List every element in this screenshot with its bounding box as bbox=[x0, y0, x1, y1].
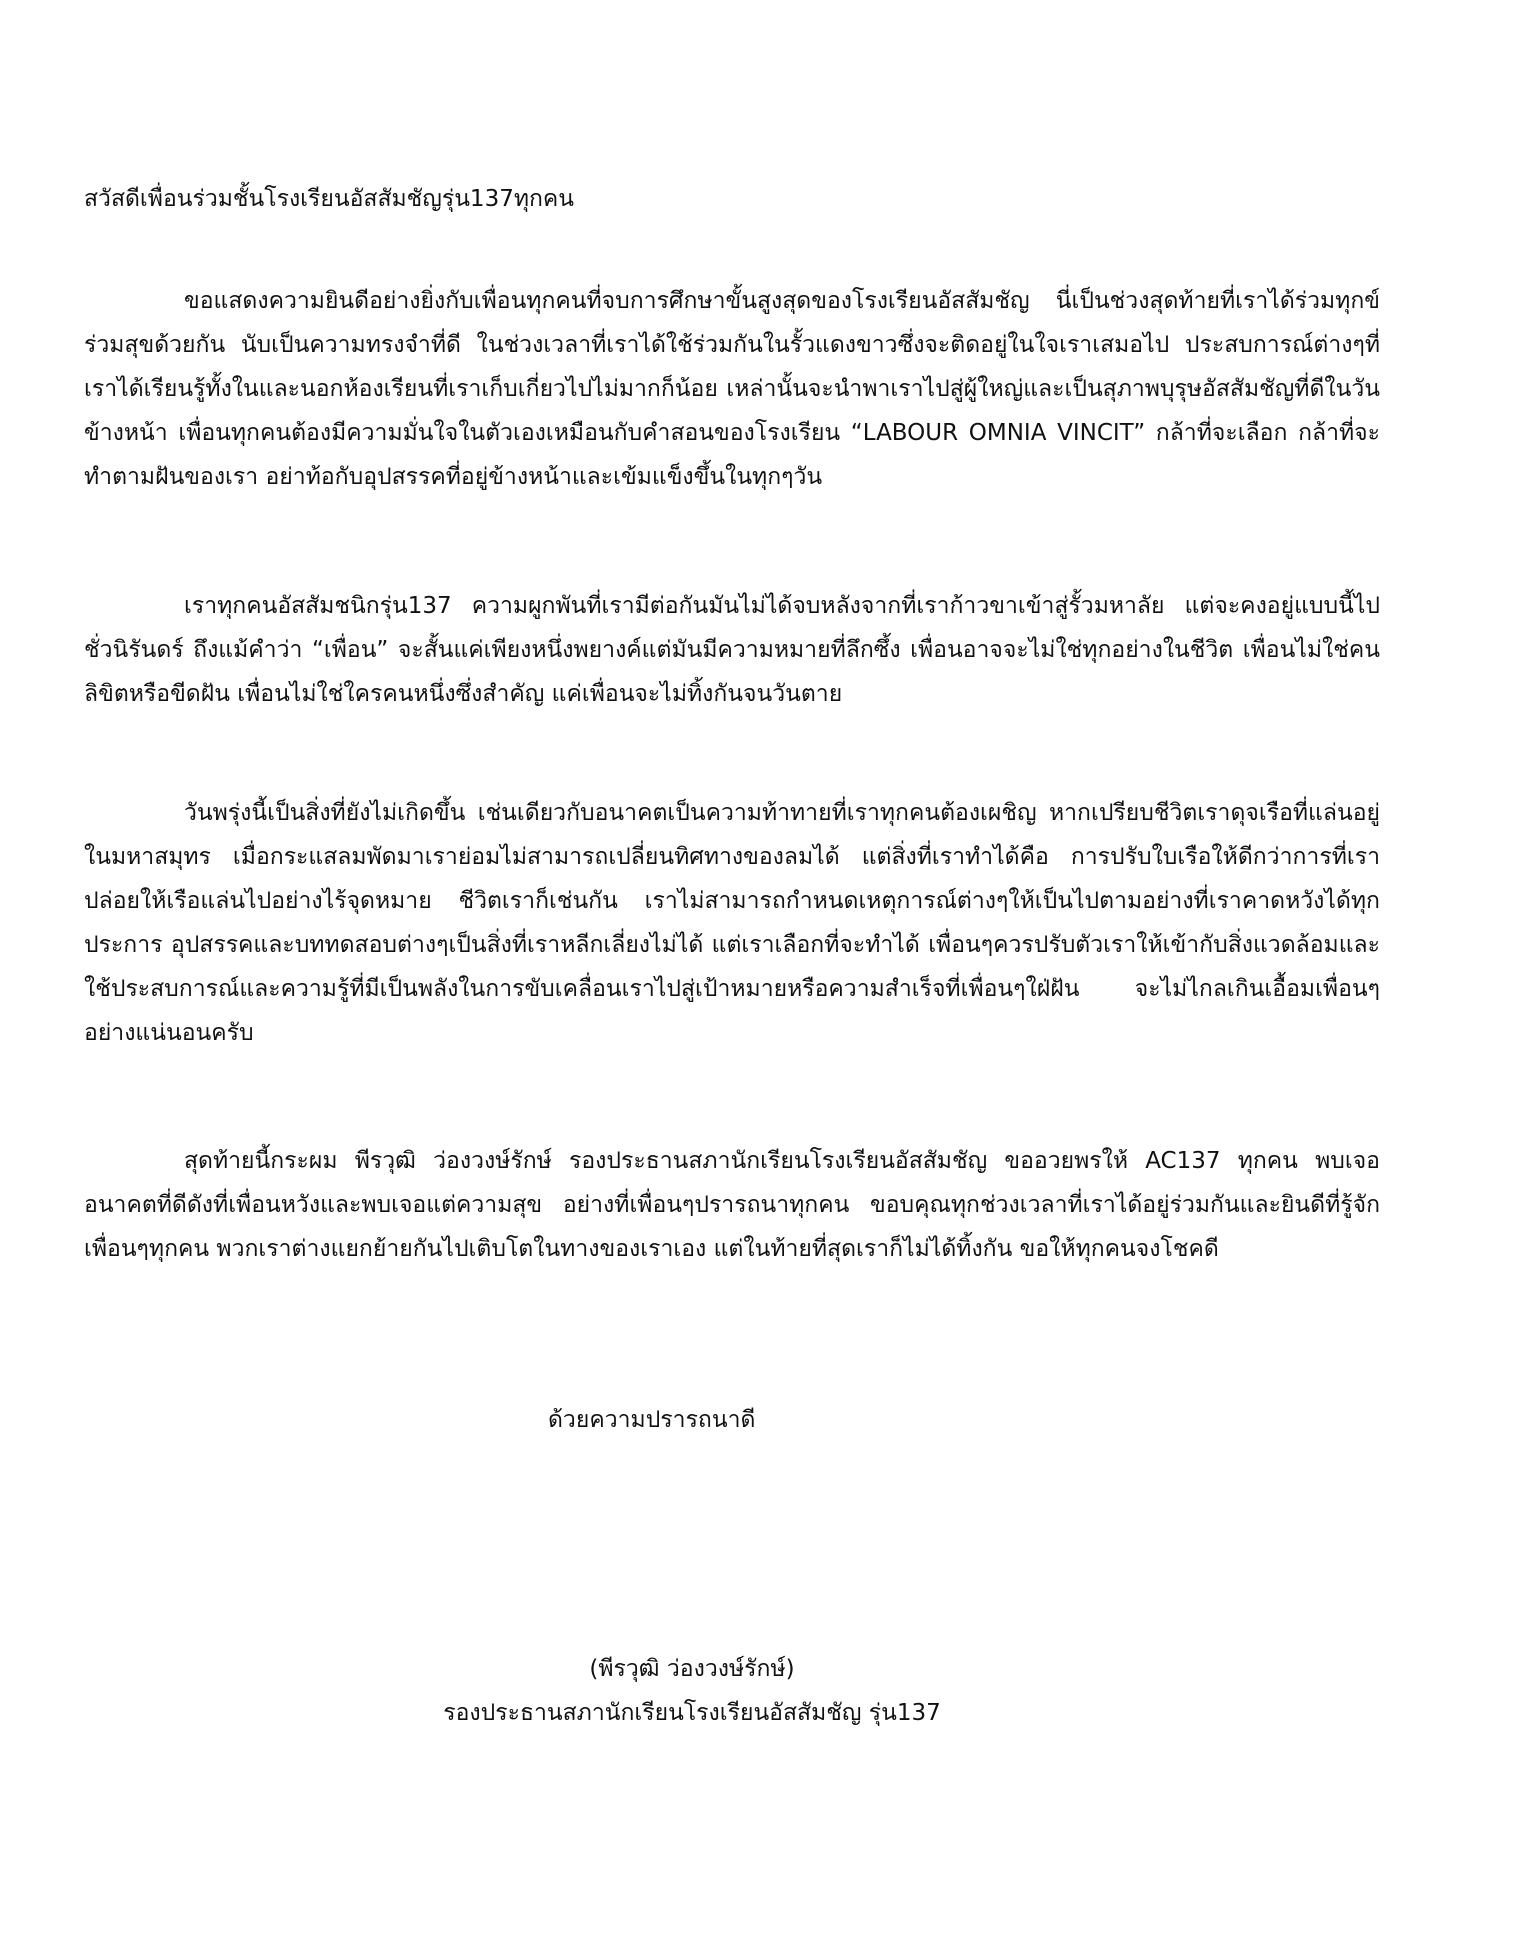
closing-line: ด้วยความปรารถนาดี bbox=[548, 1407, 756, 1433]
letter-paragraph: สุดท้ายนี้กระผม พีรวุฒิ ว่องวงษ์รักษ์ รองประธานสภานักเรียนโรงเรียนอัสสัมชัญ ขออวยพรให้ AC137 ทุกคน พบเจออนาคตที่ดีดังที่เพื่อนหวังและพบเจอแต่ความสุข อย่างที่เพื่อนๆปรารถนาทุกคน ขอบคุณทุกช่วงเวลาที่เราได้อยู่ร่วมกันและยินดีที่รู้จักเพื่อนๆทุกคน พวกเราต่างแยกย้ายกันไปเติบโตในทางของเราเอง แต่ในท้ายที่สุดเราก็ไม่ได้ทิ้งกัน ขอให้ทุกคนจงโชคดี bbox=[84, 1148, 1380, 1262]
letter-paragraph: วันพรุ่งนี้เป็นสิ่งที่ยังไม่เกิดขึ้น เช่นเดียวกับอนาคตเป็นความท้าทายที่เราทุกคนต้องเผชิญ หากเปรียบชีวิตเราดุจเรือที่แล่นอยู่ในมหาสมุทร เมื่อกระแสลมพัดมาเราย่อมไม่สามารถเปลี่ยนทิศทางของลมได้ แต่สิ่งที่เราทำได้คือ การปรับใบเรือให้ดีกว่าการที่เราปล่อยให้เรือแล่นไปอย่างไร้จุดหมาย ชีวิตเราก็เช่นกัน เราไม่สามารถกำหนดเหตุการณ์ต่างๆให้เป็นไปตามอย่างที่เราคาดหวังได้ทุกประการ อุปสรรคและบททดสอบต่างๆเป็นสิ่งที่เราหลีกเลี่ยงไม่ได้ แต่เราเลือกที่จะทำได้ เพื่อนๆควรปรับตัวเราให้เข้ากับสิ่งแวดล้อมและใช้ประสบการณ์และความรู้ที่มีเป็นพลังในการขับเคลื่อนเราไปสู่เป้าหมายหรือความสำเร็จที่เพื่อนๆใฝ่ฝัน จะไม่ไกลเกินเอื้อมเพื่อนๆอย่างแน่นอนครับ bbox=[84, 800, 1380, 1046]
signature-title: รองประธานสภานักเรียนโรงเรียนอัสสัมชัญ รุ่น137 bbox=[443, 1700, 941, 1726]
letter-paragraph: ขอแสดงความยินดีอย่างยิ่งกับเพื่อนทุกคนที่จบการศึกษาขั้นสูงสุดของโรงเรียนอัสสัมชัญ นี่เป็นช่วงสุดท้ายที่เราได้ร่วมทุกข์ร่วมสุขด้วยกัน นับเป็นความทรงจำที่ดี ในช่วงเวลาที่เราได้ใช้ร่วมกันในรั้วแดงขาวซึ่งจะติดอยู่ในใจเราเสมอไป ประสบการณ์ต่างๆที่เราได้เรียนรู้ทั้งในและนอกห้องเรียนที่เราเก็บเกี่ยวไปไม่มากก็น้อย เหล่านั้นจะนำพาเราไปสู่ผู้ใหญ่และเป็นสุภาพบุรุษอัสสัมชัญที่ดีในวันข้างหน้า เพื่อนทุกคนต้องมีความมั่นใจในตัวเองเหมือนกับคำสอนของโรงเรียน “LABOUR OMNIA VINCIT” กล้าที่จะเลือก กล้าที่จะทำตามฝันของเรา อย่าท้อกับอุปสรรคที่อยู่ข้างหน้าและเข้มแข็งขึ้นในทุกๆวัน bbox=[84, 288, 1380, 490]
signature-name: (พีรวุฒิ ว่องวงษ์รักษ์) bbox=[589, 1656, 795, 1682]
greeting-line: สวัสดีเพื่อนร่วมชั้นโรงเรียนอัสสัมชัญรุ่น137ทุกคน bbox=[84, 186, 575, 212]
letter-paragraph: เราทุกคนอัสสัมชนิกรุ่น137 ความผูกพันที่เรามีต่อกันมันไม่ได้จบหลังจากที่เราก้าวขาเข้าสู่รั้วมหาลัย แต่จะคงอยู่แบบนี้ไปชั่วนิรันดร์ ถึงแม้คำว่า “เพื่อน” จะสั้นแค่เพียงหนึ่งพยางค์แต่มันมีความหมายที่ลึกซึ้ง เพื่อนอาจจะไม่ใช่ทุกอย่างในชีวิต เพื่อนไม่ใช่คนลิขิตหรือขีดฝัน เพื่อนไม่ใช่ใครคนหนึ่งซึ่งสำคัญ แค่เพื่อนจะไม่ทิ้งกันจนวันตาย bbox=[84, 593, 1380, 707]
